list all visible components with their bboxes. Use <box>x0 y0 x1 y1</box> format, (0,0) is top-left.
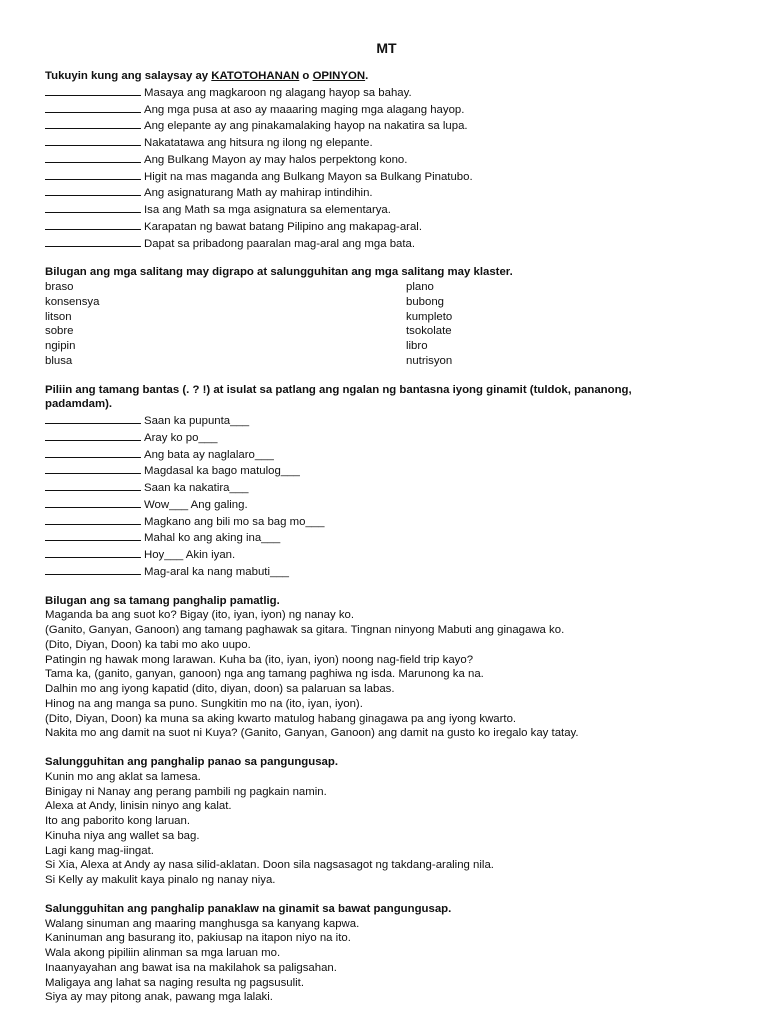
item-text: Mahal ko ang aking ina___ <box>144 532 281 545</box>
list-item: Kaninuman ang basurang ito, pakiusap na itapon niyo na ito. <box>45 932 351 945</box>
list-item: (Dito, Diyan, Doon) ka muna sa aking kwarto matulog habang ginagawa pa ang iyong kwarto. <box>45 712 517 725</box>
heading-line: Piliin ang tamang bantas (. ? !) at isulat sa patlang ang ngalan ng bantasna iyong ginamit (tuldok, pananong, <box>45 383 632 396</box>
list-item <box>45 529 728 546</box>
list-item <box>45 235 728 252</box>
list-item: Kunin mo ang aklat sa lamesa. <box>45 770 201 783</box>
list-item <box>45 479 728 496</box>
item-text: Hoy___ Akin iyan. <box>144 549 236 561</box>
answer-blank[interactable] <box>45 84 141 96</box>
list-item: Maganda ba ang suot ko? Bigay (ito, iyan, iyon) ng nanay ko. <box>45 609 355 622</box>
word-item: nutrisyon <box>406 354 453 367</box>
item-text: Karapatan ng bawat batang Pilipino ang makapag-aral. <box>144 220 422 233</box>
section-demonstrative-pronoun <box>45 594 728 742</box>
answer-blank[interactable] <box>45 496 141 508</box>
answer-blank[interactable] <box>45 563 141 575</box>
list-item <box>45 168 728 185</box>
answer-blank[interactable] <box>45 117 141 129</box>
answer-blank[interactable] <box>45 151 141 163</box>
list-item: Hinog na ang manga sa puno. Sungkitin mo na (ito, iyan, iyon). <box>45 697 363 710</box>
answer-blank[interactable] <box>45 462 141 474</box>
section-personal-pronoun <box>45 755 728 888</box>
answer-blank[interactable] <box>45 412 141 424</box>
list-item: Walang sinuman ang maaring manghusga sa kanyang kapwa. <box>45 917 360 930</box>
list-item <box>45 462 728 479</box>
list-item <box>45 513 728 530</box>
word-item: litson <box>45 310 72 323</box>
list-item <box>45 429 728 446</box>
section-heading: Bilugan ang sa tamang panghalip pamatlig. <box>45 594 280 607</box>
list-item: Kinuha niya ang wallet sa bag. <box>45 829 200 842</box>
word-item: bubong <box>406 295 445 308</box>
list-item <box>45 496 728 513</box>
word-item: tsokolate <box>406 325 452 338</box>
section-heading: Salungguhitan ang panghalip panao sa pangungusap. <box>45 756 339 768</box>
list-item <box>45 184 728 201</box>
page-title: MT <box>376 40 397 56</box>
list-item: Nakita mo ang damit na suot ni Kuya? (Ganito, Ganyan, Ganoon) ang damit na gusto ko iregalo kay tatay. <box>45 727 579 740</box>
item-text: Ang elepante ay ang pinakamalaking hayop na nakatira sa lupa. <box>144 120 468 133</box>
list-item <box>45 117 728 134</box>
answer-blank[interactable] <box>45 529 141 541</box>
item-text: Wow___ Ang galing. <box>144 498 248 511</box>
answer-blank[interactable] <box>45 429 141 441</box>
answer-blank[interactable] <box>45 134 141 146</box>
list-item: Wala akong pipiliin alinman sa mga laruan mo. <box>45 947 281 959</box>
list-item: Siya ay may pitong anak, pawang mga lalaki. <box>45 991 273 1004</box>
item-text: Magdasal ka bago matulog___ <box>144 465 300 478</box>
answer-blank[interactable] <box>45 479 141 491</box>
list-item: Maligaya ang lahat sa naging resulta ng pagsusulit. <box>45 976 304 989</box>
list-item: (Ganito, Ganyan, Ganoon) ang tamang paghawak sa gitara. Tingnan ninyong Mabuti ang ginagawa ko. <box>45 624 565 636</box>
list-item: Patingin ng hawak mong larawan. Kuha ba (ito, iyan, iyon) noong nag-field trip kayo? <box>45 653 474 666</box>
list-item <box>45 218 728 235</box>
item-text: Ang mga pusa at aso ay maaaring maging mga alagang hayop. <box>144 103 465 116</box>
word-item: braso <box>45 281 74 293</box>
word-item: konsensya <box>45 295 100 308</box>
section-heading <box>45 383 728 413</box>
list-item: Binigay ni Nanay ang perang pambili ng pagkain namin. <box>45 785 327 798</box>
answer-blank[interactable] <box>45 218 141 230</box>
answer-blank[interactable] <box>45 513 141 525</box>
word-item: blusa <box>45 354 73 367</box>
heading-text: o <box>299 70 313 82</box>
item-text: Isa ang Math sa mga asignatura sa elementarya. <box>144 204 391 216</box>
list-item <box>45 84 728 101</box>
heading-underlined-word: OPINYON <box>312 70 366 82</box>
list-item: Alexa at Andy, linisin ninyo ang kalat. <box>45 800 232 813</box>
list-item: Si Xia, Alexa at Andy ay nasa silid-aklatan. Doon sila nagsasagot ng takdang-araling nila. <box>45 859 494 872</box>
list-item <box>45 134 728 151</box>
section-fact-opinion <box>45 69 728 251</box>
answer-blank[interactable] <box>45 168 141 180</box>
item-text: Masaya ang magkaroon ng alagang hayop sa bahay. <box>144 86 412 99</box>
list-item <box>45 446 728 463</box>
answer-blank[interactable] <box>45 235 141 247</box>
list-item <box>45 201 728 218</box>
item-text: Dapat sa pribadong paaralan mag-aral ang mga bata. <box>144 237 416 250</box>
list-item <box>45 546 728 563</box>
item-text: Ang asignaturang Math ay mahirap intindihin. <box>144 187 373 200</box>
list-item: Dalhin mo ang iyong kapatid (dito, diyan, doon) sa palaruan sa labas. <box>45 683 395 695</box>
section-digraph-cluster <box>45 265 728 368</box>
word-columns <box>45 280 728 369</box>
item-text: Mag-aral ka nang mabuti___ <box>144 565 290 578</box>
list-item: Tama ka, (ganito, ganyan, ganoon) nga ang tamang paghiwa ng isda. Marunong ka na. <box>45 668 484 681</box>
list-item: Si Kelly ay makulit kaya pinalo ng nanay niya. <box>45 874 276 886</box>
answer-blank[interactable] <box>45 201 141 213</box>
list-item: Lagi kang mag-iingat. <box>45 844 154 857</box>
list-item <box>45 563 728 580</box>
word-column-right <box>406 280 728 369</box>
answer-blank[interactable] <box>45 184 141 196</box>
word-item: libro <box>406 340 428 352</box>
list-item <box>45 101 728 118</box>
item-text: Higit na mas maganda ang Bulkang Mayon sa Bulkang Pinatubo. <box>144 170 473 183</box>
item-text: Magkano ang bili mo sa bag mo___ <box>144 515 325 528</box>
heading-text: . <box>365 70 369 82</box>
list-item: Inaanyayahan ang bawat isa na makilahok sa paligsahan. <box>45 961 337 974</box>
heading-underlined-word: KATOTOHANAN <box>211 70 300 82</box>
section-heading <box>45 69 728 84</box>
item-text: Ang Bulkang Mayon ay may halos perpektong kono. <box>144 153 408 166</box>
list-item <box>45 151 728 168</box>
word-item: kumpleto <box>406 310 453 323</box>
item-text: Aray ko po___ <box>144 431 218 444</box>
heading-line: padamdam). <box>45 398 113 411</box>
item-text: Saan ka pupunta___ <box>144 415 250 427</box>
section-heading: Salungguhitan ang panghalip panaklaw na ginamit sa bawat pangungusap. <box>45 902 452 915</box>
item-text: Nakatatawa ang hitsura ng ilong ng elepante. <box>144 137 373 149</box>
section-punctuation <box>45 383 728 580</box>
answer-blank[interactable] <box>45 101 141 113</box>
item-text: Ang bata ay naglalaro___ <box>144 448 274 461</box>
word-column-left <box>45 280 406 369</box>
word-item: sobre <box>45 325 74 338</box>
list-item <box>45 412 728 429</box>
item-text: Saan ka nakatira___ <box>144 482 249 494</box>
list-item: Ito ang paborito kong laruan. <box>45 815 191 827</box>
word-item: ngipin <box>45 340 76 352</box>
word-item: plano <box>406 281 434 293</box>
heading-text: Tukuyin kung ang salaysay ay <box>45 70 212 82</box>
answer-blank[interactable] <box>45 546 141 558</box>
answer-blank[interactable] <box>45 446 141 458</box>
list-item: (Dito, Diyan, Doon) ka tabi mo ako uupo. <box>45 638 251 651</box>
section-indefinite-pronoun <box>45 902 728 1005</box>
section-heading: Bilugan ang mga salitang may digrapo at salungguhitan ang mga salitang may klaster. <box>45 266 513 279</box>
